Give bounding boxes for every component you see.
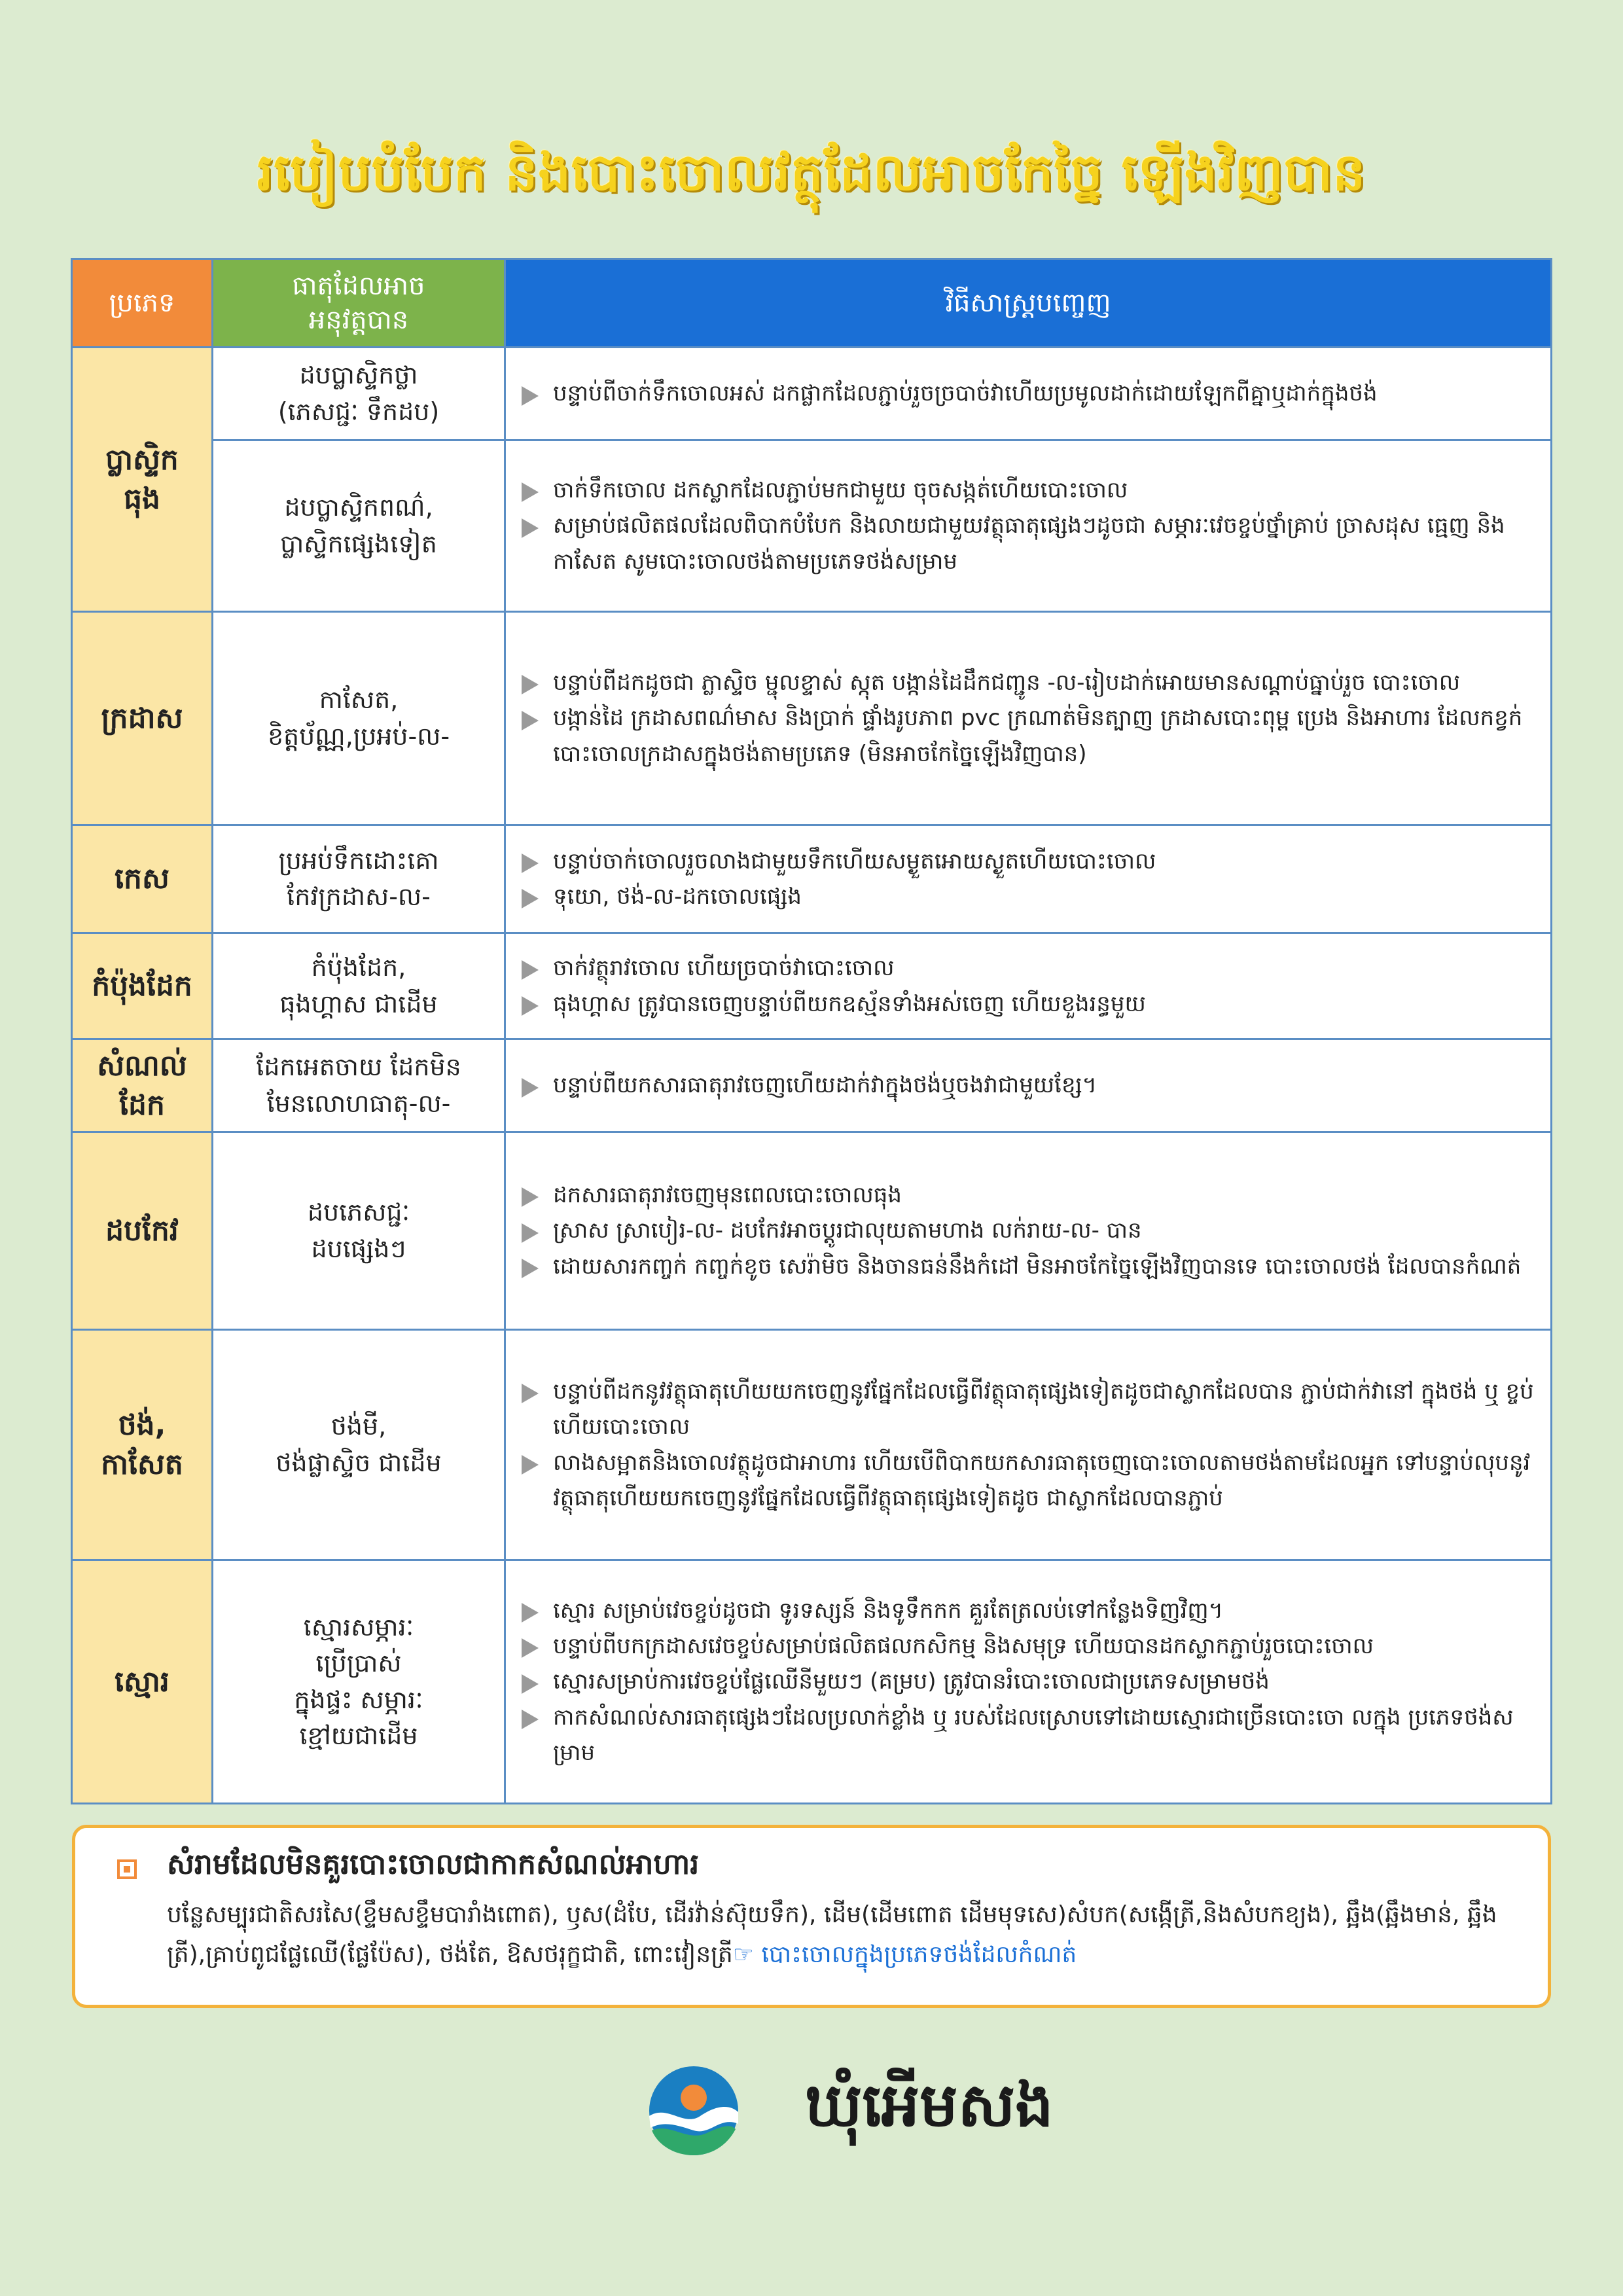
type-cell: កំប៉ុងដែក bbox=[72, 933, 213, 1039]
steps-list bbox=[522, 1593, 1536, 1771]
bullet-triangle-icon bbox=[522, 1638, 539, 1658]
note-title: សំរាមដែលមិនគួរបោះចោលជាកាកសំណល់អាហារ bbox=[167, 1848, 700, 1881]
material-cell: ដបប្លាស្ទិកថ្លា (ភេសជ្ជៈ ទឹកដប) bbox=[213, 348, 505, 440]
page-title: របៀបបំបែក និងបោះចោលវត្ថុដែលអាចកែច្នៃ ឡើងវិញបាន bbox=[257, 143, 1366, 202]
method-cell bbox=[505, 440, 1552, 612]
bullet-triangle-icon bbox=[522, 853, 539, 873]
type-cell: ដបកែវ bbox=[72, 1132, 213, 1330]
bullet-triangle-icon bbox=[522, 1674, 539, 1694]
step-item bbox=[522, 879, 1536, 914]
bullet-triangle-icon bbox=[522, 1603, 539, 1623]
step-text: ដោយសារកញ្ចក់ កញ្ចក់ខូច សេរ៉ាមិច និងចានធន់នឹងកំដៅ មិនអាចកែច្នៃឡើងវិញបានទេ បោះចោលថង់ ដែលបានកំណត់ bbox=[553, 1253, 1522, 1280]
step-text: បន្ទាប់ពីដកដូចជា ភ្លាស្ទិច ម្ជុលខ្ទាស់ ស្កុត បង្កាន់ដៃដឹកជញ្ជូន -ល-រៀបដាក់អោយមានសណ្តាប់ធ្នាប់រួច បោះចោល bbox=[553, 669, 1461, 696]
steps-list bbox=[522, 844, 1536, 915]
note-text: បន្លែសម្បុរជាតិសរសៃ(ខ្ទឹមសខ្ទឹមបារាំងពោត), ឫស(ដំបែ, ដើរវ៉ាន់ស៊ុយទឹក), ដើម(ដើមពោត ដើមមុទសេ)សំបក(សង្កើត្រី,និងសំបកខ្យង), ឆ្អឹង(ឆ្អឹងមាន់, ឆ្អឹងត្រី),គ្រាប់ពូជផ្លែឈើ(ផ្លែប៉ែស), ថង់តែ, ឱសថរុក្ខជាតិ, ពោះវៀនត្រី bbox=[167, 1901, 1497, 1969]
food-waste-note bbox=[72, 1825, 1551, 2008]
steps-list bbox=[522, 1374, 1536, 1516]
step-text: ស្មោរសម្រាប់ការវេចខ្ចប់ផ្លែឈើនីមួយៗ (គម្រប) ត្រូវបានរំបោះចោលជាប្រភេទសម្រាមថង់ bbox=[553, 1668, 1270, 1695]
table-row bbox=[72, 825, 1552, 933]
step-item bbox=[522, 844, 1536, 879]
bullet-triangle-icon bbox=[522, 1259, 539, 1278]
type-cell: ក្រដាស bbox=[72, 612, 213, 825]
bullet-triangle-icon bbox=[522, 1223, 539, 1243]
table-row bbox=[72, 612, 1552, 825]
step-text: បន្ទាប់ពីបកក្រដាសវេចខ្ចប់សម្រាប់ផលិតផលកសិកម្ម និងសមុទ្រ ហើយបានដកស្លាកភ្ជាប់រួចបោះចោល bbox=[553, 1632, 1374, 1659]
method-cell bbox=[505, 933, 1552, 1039]
step-text: ស្មោរ សម្រាប់វេចខ្ចប់ដូចជា ទូរទស្សន៍ និងទូទឹកកក គួរតែត្រលប់ទៅកន្លែងទិញវិញ។ bbox=[553, 1597, 1224, 1624]
material-cell: ប្រអប់ទឹកដោះគោ កែវក្រដាស-ល- bbox=[213, 825, 505, 933]
header-material: ធាតុដែលអាច អនុវត្តបាន bbox=[213, 259, 505, 348]
method-cell bbox=[505, 1132, 1552, 1330]
method-cell bbox=[505, 1330, 1552, 1560]
step-text: ស្រាស ស្រាបៀរ-ល- ដបកែវអាចប្តូរជាលុយតាមហាង លក់រាយ-ល- បាន bbox=[553, 1217, 1142, 1244]
step-item bbox=[522, 700, 1536, 772]
type-cell: ថង់, កាសែត bbox=[72, 1330, 213, 1560]
bullet-triangle-icon bbox=[522, 518, 539, 538]
note-link: ☞ បោះចោលក្នុងប្រភេទថង់ដែលកំណត់ bbox=[732, 1941, 1077, 1969]
bullet-triangle-icon bbox=[522, 1384, 539, 1403]
bullet-triangle-icon bbox=[522, 1455, 539, 1475]
step-text: ទុយោ, ថង់-ល-ដកចោលផ្សេង bbox=[553, 884, 802, 910]
step-text: បន្ទាប់ពីចាក់ទឹកចោលអស់ ដកផ្លាកដែលភ្ជាប់រួចច្របាច់វាហើយប្រមូលដាក់ដោយឡែកពីគ្នាឬដាក់ក្នុងថង់ bbox=[553, 380, 1378, 407]
step-text: បង្កាន់ដៃ ក្រដាសពណ៌មាស និងប្រាក់ ផ្ទាំងរូបភាព pvc ក្រណាត់មិនត្បាញ ក្រដាសបោះពុម្ព ប្រេង និងអាហារ ដែលកខ្វក់ បោះចោលក្រដាសក្នុងថង់តាមប្រភេទ (មិនអាចកែច្នៃឡើងវិញបាន) bbox=[553, 705, 1523, 767]
material-cell: ស្មោរសម្ភារៈ ប្រើប្រាស់ ក្នុងផ្ទះ សម្ភារៈ ខ្មៅយជាដើម bbox=[213, 1560, 505, 1804]
step-text: បន្ទាប់ពីដកនូវវត្ថុធាតុហើយយកចេញនូវផ្នែកដែលធ្វើពីវត្ថុធាតុផ្សេងទៀតដូចជាស្លាកដែលបាន ភ្ជាប់ជាក់វានៅ ក្នុងថង់ ឬ ខ្ចប់ ហើយបោះចោល bbox=[553, 1378, 1534, 1441]
steps-list bbox=[522, 473, 1536, 579]
steps-list bbox=[522, 376, 1536, 411]
step-item bbox=[522, 1628, 1536, 1664]
bullet-triangle-icon bbox=[522, 711, 539, 730]
bullet-triangle-icon bbox=[522, 1710, 539, 1729]
type-cell: ស្មោរ bbox=[72, 1560, 213, 1804]
step-text: បន្ទាប់ពីយកសារធាតុរាវចេញហើយដាក់វាក្នុងថង់ឬចងវាជាមួយខ្សែ។ bbox=[553, 1072, 1097, 1099]
step-item bbox=[522, 1249, 1536, 1284]
step-item bbox=[522, 1067, 1536, 1103]
table-row bbox=[72, 348, 1552, 440]
table-row bbox=[72, 1039, 1552, 1132]
bullet-triangle-icon bbox=[522, 996, 539, 1016]
bullet-triangle-icon bbox=[522, 386, 539, 406]
step-text: កាកសំណល់សារធាតុផ្សេងៗដែលប្រលាក់ខ្លាំង ឬ របស់ដែលស្រោបទៅដោយស្មោរជាច្រើនបោះចោ លក្នុង ប្រភេទថង់សម្រាម bbox=[553, 1704, 1514, 1767]
bullet-triangle-icon bbox=[522, 1187, 539, 1207]
step-item bbox=[522, 950, 1536, 986]
material-cell: ដបភេសជ្ជៈ ដបផ្សេងៗ bbox=[213, 1132, 505, 1330]
step-item bbox=[522, 1700, 1536, 1771]
table-row bbox=[72, 1560, 1552, 1804]
table-row bbox=[72, 1330, 1552, 1560]
header-type: ប្រភេទ bbox=[72, 259, 213, 348]
step-text: ចាក់វត្ថុរាវចោល ហើយច្របាច់វាបោះចោល bbox=[553, 955, 895, 982]
material-cell: ថង់មី, ថង់ផ្លាស្ទិច ជាដើម bbox=[213, 1330, 505, 1560]
type-cell: សំណល់ ដែក bbox=[72, 1039, 213, 1132]
material-cell: កំប៉ុងដែក, ធុងហ្គាស ជាដើម bbox=[213, 933, 505, 1039]
steps-list bbox=[522, 1067, 1536, 1103]
method-cell bbox=[505, 1560, 1552, 1804]
bullet-triangle-icon bbox=[522, 482, 539, 502]
bullet-triangle-icon bbox=[522, 960, 539, 980]
step-item bbox=[522, 1177, 1536, 1213]
bullet-triangle-icon bbox=[522, 675, 539, 694]
step-text: ធុងហ្គាស ត្រូវបានចេញបន្ទាប់ពីយកឧស្ម័នទាំងអស់ចេញ ហើយខួងរន្ធមួយ bbox=[553, 990, 1146, 1017]
step-item bbox=[522, 376, 1536, 411]
step-item bbox=[522, 1593, 1536, 1628]
step-item bbox=[522, 1213, 1536, 1248]
steps-list bbox=[522, 1177, 1536, 1284]
step-text: ចាក់ទឹកចោល ដកស្លាកដែលភ្ជាប់មកជាមួយ ចុចសង្កត់ហើយបោះចោល bbox=[553, 476, 1128, 503]
recycling-table bbox=[71, 258, 1552, 1804]
method-cell bbox=[505, 348, 1552, 440]
table-row bbox=[72, 440, 1552, 612]
checkbox-icon bbox=[117, 1859, 137, 1879]
bullet-triangle-icon bbox=[522, 1078, 539, 1098]
steps-list bbox=[522, 950, 1536, 1022]
material-cell: ដបប្លាស្ទិកពណ៌, ប្លាស្ទិកផ្សេងទៀត bbox=[213, 440, 505, 612]
steps-list bbox=[522, 665, 1536, 772]
step-text: ដកសារធាតុរាវចេញមុនពេលបោះចោលធុង bbox=[553, 1181, 902, 1208]
bullet-triangle-icon bbox=[522, 889, 539, 908]
type-cell: ប្លាស្ទិក ធុង bbox=[72, 348, 213, 612]
step-item bbox=[522, 1374, 1536, 1445]
note-body bbox=[167, 1895, 1522, 1975]
type-cell: កេស bbox=[72, 825, 213, 933]
commune-logo-icon bbox=[648, 2065, 740, 2157]
step-item bbox=[522, 473, 1536, 508]
footer bbox=[648, 2055, 1054, 2166]
step-text: បន្ទាប់ចាក់ចោលរួចលាងជាមួយទឹកហើយសម្ងួតអោយស្ងួតហើយបោះចោល bbox=[553, 848, 1156, 874]
header-method: វិធីសាស្ត្របញ្ចេញ bbox=[505, 259, 1552, 348]
method-cell bbox=[505, 1039, 1552, 1132]
step-item bbox=[522, 508, 1536, 579]
step-item bbox=[522, 665, 1536, 700]
step-item bbox=[522, 1445, 1536, 1516]
step-item bbox=[522, 986, 1536, 1022]
method-cell bbox=[505, 612, 1552, 825]
step-item bbox=[522, 1664, 1536, 1699]
table-header-row bbox=[72, 259, 1552, 348]
method-cell bbox=[505, 825, 1552, 933]
commune-name: ឃុំអើមសង bbox=[805, 2070, 1054, 2140]
step-text: សម្រាប់ផលិតផលដែលពិបាកបំបែក និងលាយជាមួយវត្ថុធាតុផ្សេងៗដូចជា សម្ភារៈវេចខ្ចប់ថ្នាំគ្រាប់ ច្រាសដុស ធ្មេញ និងកាសែត សូមបោះចោលថង់តាមប្រភេទថង់សម្រាម bbox=[553, 512, 1505, 575]
step-text: លាងសម្អាតនិងចោលវត្ថុដូចជាអាហារ ហើយបើពិបាកយកសារធាតុចេញបោះចោលតាមថង់តាមដែលអ្នក ទៅបន្ទាប់លុបនូវវត្ថុធាតុហើយយកចេញនូវផ្នែកដែលធ្វើពីវត្ថុធាតុផ្សេងទៀតដូច ជាស្លាកដែលបានភ្ជាប់ bbox=[553, 1449, 1531, 1511]
table-row bbox=[72, 1132, 1552, 1330]
table-row bbox=[72, 933, 1552, 1039]
material-cell: កាសែត, ខិត្តប័ណ្ណ,ប្រអប់-ល- bbox=[213, 612, 505, 825]
material-cell: ដែកអេតចាយ ដែកមិន មែនលោហធាតុ-ល- bbox=[213, 1039, 505, 1132]
